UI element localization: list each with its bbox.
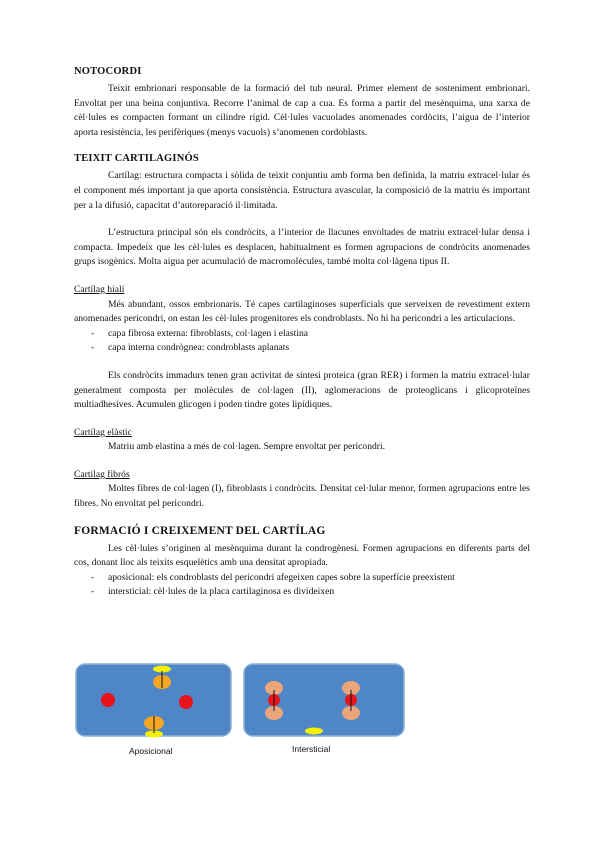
fibros-subheading: Cartílag fibrós [74, 468, 130, 480]
cartilage-growth-figure [74, 662, 534, 767]
list-item: - capa fibrosa externa: fibroblasts, col·lagen i elastina [74, 327, 530, 342]
red-cell [179, 695, 193, 709]
notocordi-paragraph: Teixit embrionari responsable de la formació del tub neural. Primer element de sosteniment embrionari. Envoltat per una beina conjuntiva. Recorre l’animal de cap a cua. Es forma a partir del mesènquima, una xarxa de cèl·lules es compacten formant un cilindre rígid. Cèl·lules vacuolades anomenades cordòcits, l’aigua de l’interior aporta resistència, les perifèriques (menys vacuols) s’anomenen cordoblasts. [74, 83, 530, 138]
hiali-subheading: Cartílag hialí [74, 283, 125, 295]
aposicional-label: Aposicional [129, 746, 173, 756]
notocordi-heading: NOTOCORDI [74, 66, 142, 77]
intersticial-label: Intersticial [292, 744, 331, 754]
hiali-paragraph: Més abundant, ossos embrionaris. Té capes cartilaginoses superficials que serveixen de revestiment extern anomenades pericondri, on estan les cèl·lules progenitores els condroblasts. No hi ha pericondri a les articulacions. [74, 298, 530, 325]
cartilaginos-paragraph-2: L’estructura principal són els condròcits, a l’interior de llacunes envoltades de matriu extracel·lular densa i compacta. Impedeix que les cèl·lules es desplacen, habitualment es formen agrupacions de condròcits anomenades grups isogènics. Molta aigua per acumulació de macromolècules, també molta col·làgena tipus II. [74, 227, 530, 268]
cartilaginos-paragraph-1: Cartílag: estructura compacta i sòlida de teixit conjuntiu amb forma ben definida, la matriu extracel·lular és el component més important ja que aporta consistència. Estructura avascular, la composició de la matriu és important per a la difusió, capacitat d’autoreparació il·limitada. [74, 170, 530, 211]
formacio-paragraph: Les cèl·lules s’originen al mesènquima durant la condrogènesi. Formen agrupacions en diferents parts del cos, donant lloc als teixits esquelètics amb una densitat apropiada. [74, 542, 530, 569]
elastic-paragraph: Matriu amb elastina a més de col·lagen. Sempre envoltat per pericondri. [108, 441, 386, 453]
list-item: - intersticial: cèl·lules de la placa cartilaginosa es divideixen [74, 585, 530, 600]
red-cell [101, 693, 115, 707]
document-page [74, 66, 530, 600]
fibros-paragraph: Moltes fibres de col·lagen (I), fibroblasts i condròcits. Densitat cel·lular menor, formen agrupacions entre les fibres. No envoltat pel pericondri. [74, 483, 530, 510]
cartilaginos-heading: TEIXIT CARTILAGINÓS [74, 153, 199, 165]
hiali-list [74, 327, 530, 356]
yellow-cell [305, 728, 323, 735]
formacio-list [74, 571, 530, 600]
list-item: - aposicional: els condroblasts del pericondri afegeixen capes sobre la superfície preexistent [74, 571, 530, 586]
list-item: - capa interna condrògnea: condroblasts aplanats [74, 341, 530, 356]
hiali-paragraph-2: Els condròcits immadurs tenen gran activitat de síntesi proteica (gran RER) i formen la matriu extracel·lular generalment composta per molècules de col·lagen (II), aglomeracions de proteoglicans i glicoproteïnes multiadhesives. Acumulen glicogen i poden tindre gotes lipídiques. [74, 369, 530, 411]
elastic-subheading: Cartílag elàstic [74, 426, 132, 438]
formacio-heading: FORMACIÓ I CREIXEMENT DEL CARTÍLAG [74, 524, 326, 537]
